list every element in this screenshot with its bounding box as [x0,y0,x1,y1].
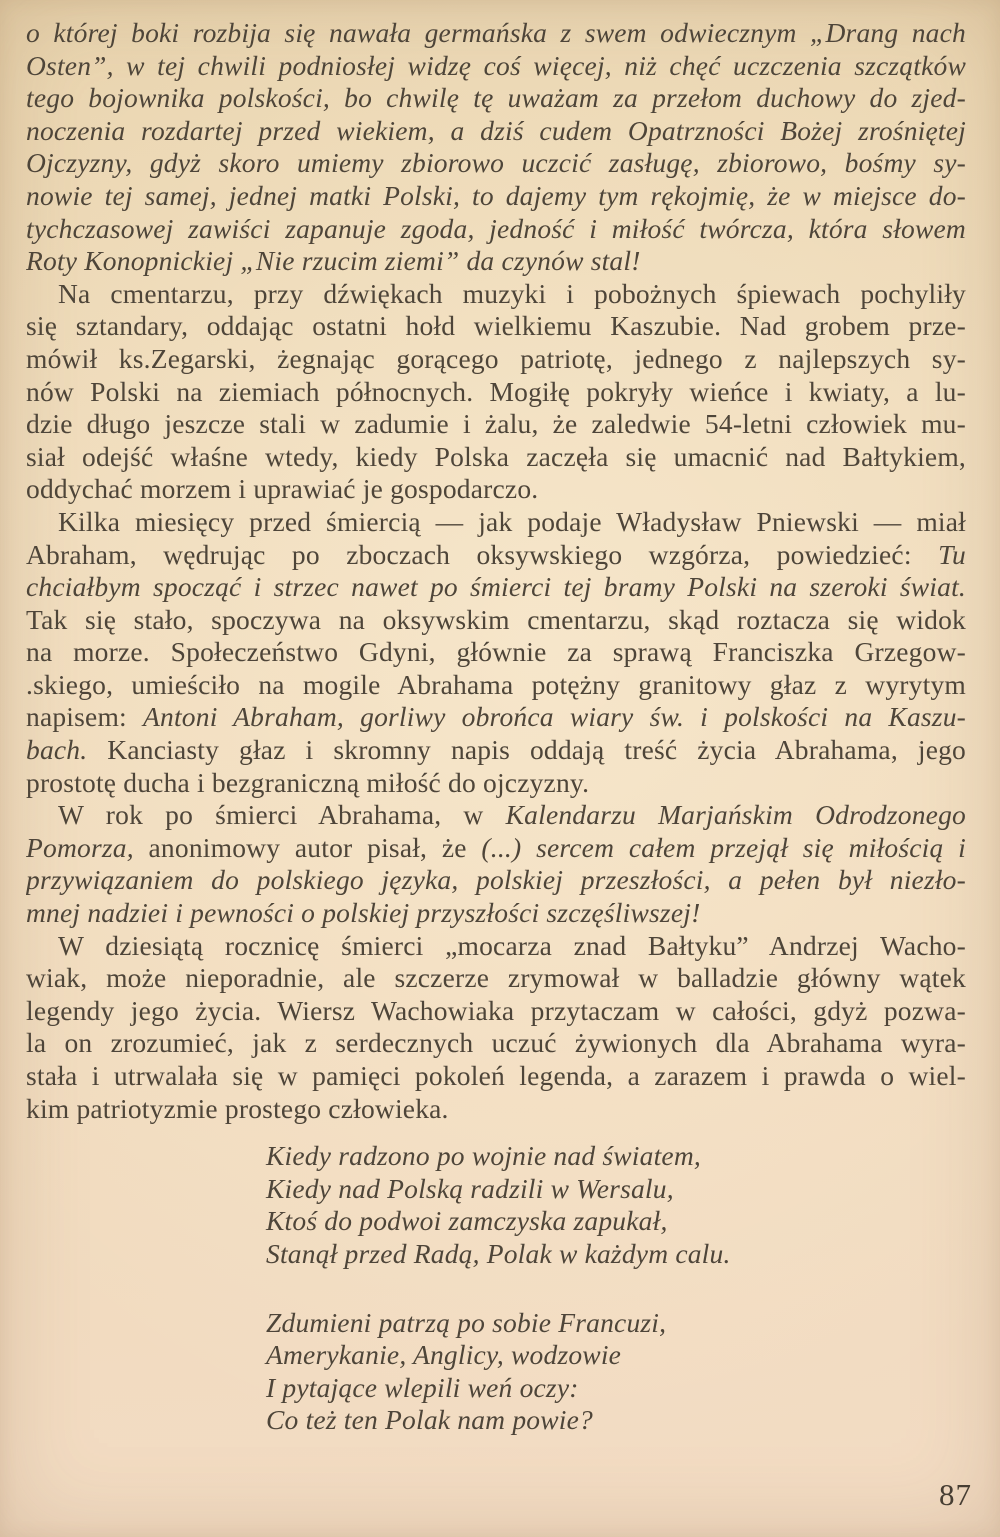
text-line [26,962,966,995]
text-line [26,506,966,539]
text-segment: się sztandary, oddając ostatni hołd wielkiemu Kaszubie. Nad grobem prze- [26,310,966,342]
poem-line: I pytające wlepili weń oczy: [266,1371,579,1403]
italic-text-segment: Ojczyzny, gdyż skoro umiemy zbiorowo uczcić zasługę, zbiorowo, bośmy sy- [26,147,966,179]
poem-line: Co też ten Polak nam powie? [266,1404,593,1436]
text-line [26,343,966,376]
text-segment: na morze. Społeczeństwo Gdyni, głównie za sprawą Franciszka Grzegow- [26,636,966,668]
text-line [26,213,966,246]
italic-text-segment: (...) sercem całem przejął się miłością i [481,831,966,863]
italic-text-segment: chciałbym spocząć i strzec nawet po śmierci tej bramy Polski na szeroki świat. [26,571,966,603]
text-line [26,930,966,963]
text-segment: W rok po śmierci Abrahama, w [58,799,506,831]
text-line [26,376,966,409]
text-segment: W dziesiątą rocznicę śmierci „mocarza znad Bałtyku” Andrzej Wacho- [58,929,966,961]
paragraph [26,278,966,506]
poem-stanza [266,1307,966,1437]
text-segment: nów Polski na ziemiach północnych. Mogiłę pokryły wieńce i kwiaty, a lu- [26,375,966,407]
text-segment: Kilka miesięcy przed śmiercią — jak podaje Władysław Pniewski — miał [58,505,966,537]
text-line [26,147,966,180]
italic-text-segment: Antoni Abraham, gorliwy obrońca wiary św. i polskości na Kaszu- [143,701,966,733]
italic-text-segment: tego bojownika polskości, bo chwilę tę uważam za przełom duchowy do zjed- [26,82,966,114]
text-segment: stała i utrwalała się w pamięci pokoleń legenda, a zarazem i prawda o wiel- [26,1060,966,1091]
text-line [26,278,966,311]
poem-stanza [266,1140,966,1270]
text-line [26,1027,966,1060]
text-line [26,1093,966,1126]
italic-text-segment: Osten”, w tej chwili podniosłej widzę coś więcej, niż chęć uczczenia szczątków [26,49,966,81]
text-line [26,636,966,669]
paragraph [26,506,966,799]
italic-text-segment: mnej nadziei i pewności o polskiej przyszłości szczęśliwszej! [26,897,701,929]
text-line [26,473,966,506]
text-segment: la on zrozumieć, jak z serdecznych uczuć żywionych dla Abrahama wyra- [26,1027,966,1059]
italic-text-segment: noczenia rozdartej przed wiekiem, a dziś cudem Opatrzności Bożej zrośniętej [26,114,966,146]
poem-line: Amerykanie, Anglicy, wodzowie [266,1339,622,1371]
italic-text-segment: Roty Konopnickiej „Nie rzucim ziemi” da czynów stal! [26,245,641,277]
text-line [26,669,966,702]
italic-text-segment: Kalendarzu Marjańskim Odrodzonego [505,799,966,831]
text-line [26,1060,966,1093]
text-segment: Abraham, wędrując po zboczach oksywskiego wzgórza, powiedzieć: [26,538,939,570]
text-segment: Na cmentarzu, przy dźwiękach muzyki i pobożnych śpiewach pochyliły [58,277,966,309]
italic-text-segment: o której boki rozbija się nawała germańska z swem odwiecznym „Drang nach [26,17,966,48]
italic-text-segment: nowie tej samej, jednej matki Polski, to dajemy tym rękojmię, że w miejsce do- [26,179,966,211]
italic-text-segment: tychczasowej zawiści zapanuje zgoda, jedność i miłość twórcza, która słowem [26,212,966,244]
poem-line: Zdumieni patrzą po sobie Francuzi, [266,1306,667,1338]
text-line [26,832,966,865]
poem-line: Stanął przed Radą, Polak w każdym calu. [266,1237,731,1269]
poem-line: Kiedy nad Polską radzili w Wersalu, [266,1172,674,1204]
text-line [26,734,966,767]
text-line [26,115,966,148]
text-segment: Kanciasty głaz i skromny napis oddają treść życia Abrahama, jego [87,734,966,766]
text-segment: Tak się stało, spoczywa na oksywskim cmentarzu, skąd roztacza się widok [26,603,966,635]
text-segment: oddychać morzem i uprawiać je gospodarczo. [26,473,539,505]
text-line [26,310,966,343]
text-line [26,441,966,474]
text-line [26,767,966,800]
paragraph [26,17,966,278]
paragraph [26,799,966,929]
page-text [26,17,966,1437]
text-segment: dzie długo jeszcze stali w zadumie i żalu, że zaledwie 54-letni człowiek mu- [26,408,966,440]
poem [266,1140,966,1437]
text-line [26,799,966,832]
text-line [26,408,966,441]
text-line [26,50,966,83]
italic-text-segment: Pomorza, [26,831,134,863]
text-segment: anonimowy autor pisał, że [133,831,482,863]
text-segment: siał odejść właśne wtedy, kiedy Polska zaczęła się umacnić nad Bałtykiem, [26,440,966,472]
page-number: 87 [939,1477,972,1512]
italic-text-segment: przywiązaniem do polskiego języka, polskiej przeszłości, a pełen był niezło- [26,864,966,896]
text-line [26,245,966,278]
text-line [26,17,966,50]
text-line [26,539,966,572]
text-segment: kim patriotyzmie prostego człowieka. [26,1092,449,1124]
poem-line: Ktoś do podwoi zamczyska zapukał, [266,1205,668,1237]
text-line [26,995,966,1028]
text-segment: prostotę ducha i bezgraniczną miłość do ojczyzny. [26,766,590,798]
text-segment: napisem: [26,701,144,733]
text-line [26,180,966,213]
text-segment: wiak, może nieporadnie, ale szczerze zrymował w balladzie główny wątek [26,962,966,994]
italic-text-segment: bach. [26,734,88,766]
text-line [26,864,966,897]
poem-line: Kiedy radzono po wojnie nad światem, [266,1140,701,1172]
text-line [26,701,966,734]
text-line [26,571,966,604]
text-line [26,604,966,637]
text-line [26,897,966,930]
text-segment: legendy jego życia. Wiersz Wachowiaka przytaczam w całości, gdyż pozwa- [26,994,966,1026]
text-segment: .skiego, umieściło na mogile Abrahama potężny granitowy głaz z wyrytym [26,668,966,700]
text-segment: mówił ks.Zegarski, żegnając gorącego patriotę, jednego z najlepszych sy- [26,342,966,374]
paragraph [26,930,966,1126]
italic-text-segment: Tu [938,538,966,570]
paragraphs [26,17,966,1125]
text-line [26,82,966,115]
